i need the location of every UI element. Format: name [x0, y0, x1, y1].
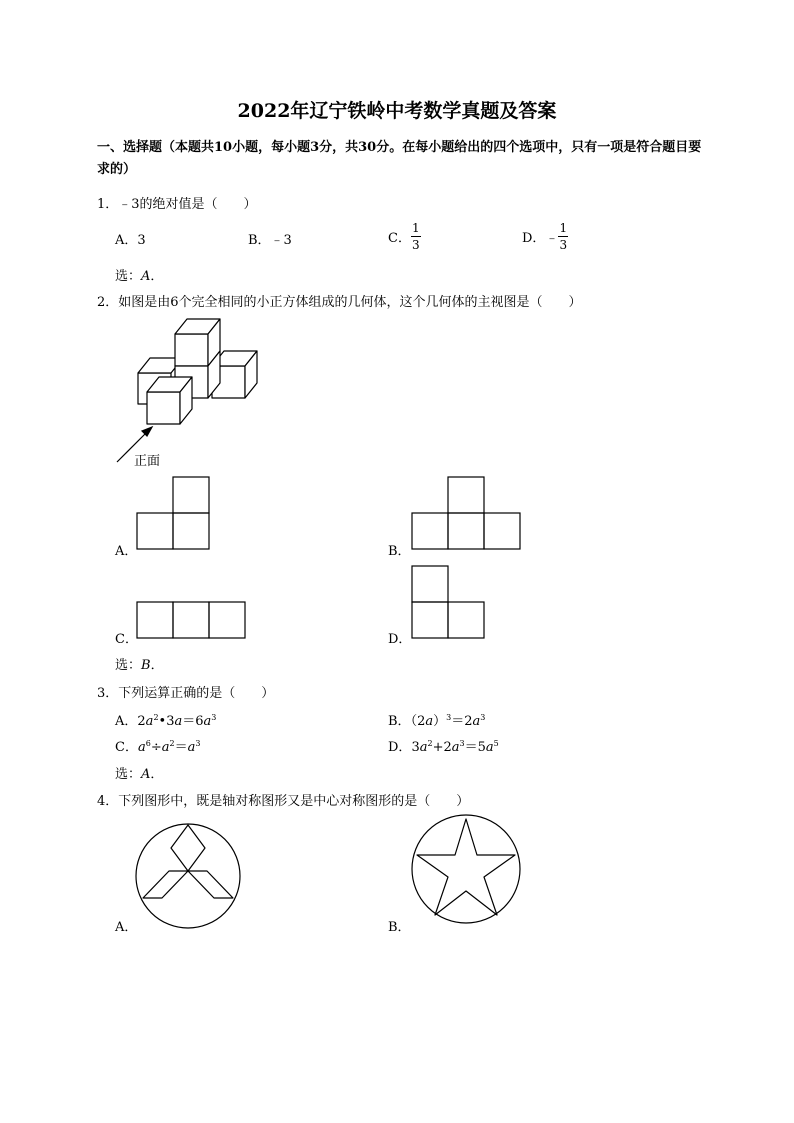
answer-prefix: 选： — [115, 658, 142, 673]
expr-part: 3 — [411, 740, 420, 755]
expr-exp: 6 — [145, 739, 151, 748]
expr-part: ＝ — [174, 740, 188, 755]
expr-var: a — [137, 740, 146, 755]
expr-part: +2 — [432, 740, 452, 755]
expr-var: a — [174, 714, 183, 729]
q2-option-d-label: D． — [388, 632, 412, 647]
q1-option-d-label: D． — [522, 231, 546, 246]
expr-var: a — [161, 740, 170, 755]
option-label: A． — [115, 714, 138, 729]
q2-option-b-label: B． — [388, 544, 411, 559]
section-heading: 一、选择题（本题共10小题，每小题3分，共30分。在每小题给出的四个选项中，只有一项是符合题目要求的） — [97, 140, 702, 177]
option-label: C． — [115, 740, 138, 755]
option-label: D． — [388, 740, 412, 755]
q4-option-b-label: B． — [388, 920, 411, 935]
expr-part: •3 — [158, 714, 175, 729]
answer-suffix: ． — [150, 269, 164, 284]
q4-option-a-label: A． — [115, 920, 138, 935]
star-in-circle-figure — [412, 815, 520, 923]
q1-stem: 1．﹣3的绝对值是（ ） — [97, 197, 257, 212]
expr-exp: 2 — [169, 739, 175, 748]
answer-value: A — [141, 767, 151, 782]
answer-suffix: ． — [150, 767, 164, 782]
expr-exp: 5 — [493, 739, 499, 748]
three-diamond-figure — [136, 824, 240, 928]
expr-var: a — [425, 714, 434, 729]
q1-option-b: B．﹣3 — [248, 233, 292, 248]
expr-exp: 3 — [459, 739, 465, 748]
q1-option-d-sign: ﹣ — [545, 231, 559, 246]
expr-var: a — [145, 714, 154, 729]
q1-option-d-denominator: 3 — [559, 238, 568, 252]
expr-part: （2 — [410, 714, 426, 729]
q2-option-c-label: C． — [115, 632, 138, 647]
expr-exp: 2 — [153, 713, 159, 722]
expr-exp: 3 — [480, 713, 486, 722]
q1-option-d-numerator: 1 — [559, 221, 568, 235]
answer-value: B — [141, 658, 151, 673]
q1-option-a: A．3 — [115, 233, 146, 248]
answer-value: A — [141, 269, 151, 284]
q4-stem: 4．下列图形中，既是轴对称图形又是中心对称图形的是（ ） — [97, 794, 470, 809]
expr-exp: 2 — [427, 739, 433, 748]
expr-var: a — [451, 740, 460, 755]
expr-part: ） — [433, 714, 447, 729]
expr-part: 2 — [137, 714, 146, 729]
answer-suffix: ． — [150, 658, 164, 673]
expr-exp: 3 — [446, 713, 452, 722]
q1-option-c-denominator: 3 — [411, 238, 420, 252]
q2-stem: 2．如图是由6个完全相同的小正方体组成的几何体，这个几何体的主视图是（ ） — [97, 295, 582, 310]
answer-prefix: 选： — [115, 767, 142, 782]
expr-var: a — [203, 714, 212, 729]
q3-stem: 3．下列运算正确的是（ ） — [97, 686, 275, 701]
expr-var: a — [187, 740, 196, 755]
expr-part: ＝6 — [182, 714, 204, 729]
expr-var: a — [419, 740, 428, 755]
expr-part: ÷ — [150, 740, 162, 755]
expr-exp: 3 — [195, 739, 201, 748]
q1-option-c-numerator: 1 — [411, 221, 420, 235]
answer-prefix: 选： — [115, 269, 142, 284]
expr-part: ＝5 — [464, 740, 486, 755]
q2-option-a-label: A． — [115, 544, 138, 559]
expr-part: ＝2 — [451, 714, 473, 729]
option-label: B． — [388, 714, 411, 729]
expr-exp: 3 — [211, 713, 217, 722]
expr-var: a — [472, 714, 481, 729]
q1-option-c-label: C． — [388, 231, 411, 246]
expr-var: a — [485, 740, 494, 755]
page-title: 2022年辽宁铁岭中考数学真题及答案 — [237, 100, 557, 122]
front-label: 正面 — [134, 454, 161, 469]
